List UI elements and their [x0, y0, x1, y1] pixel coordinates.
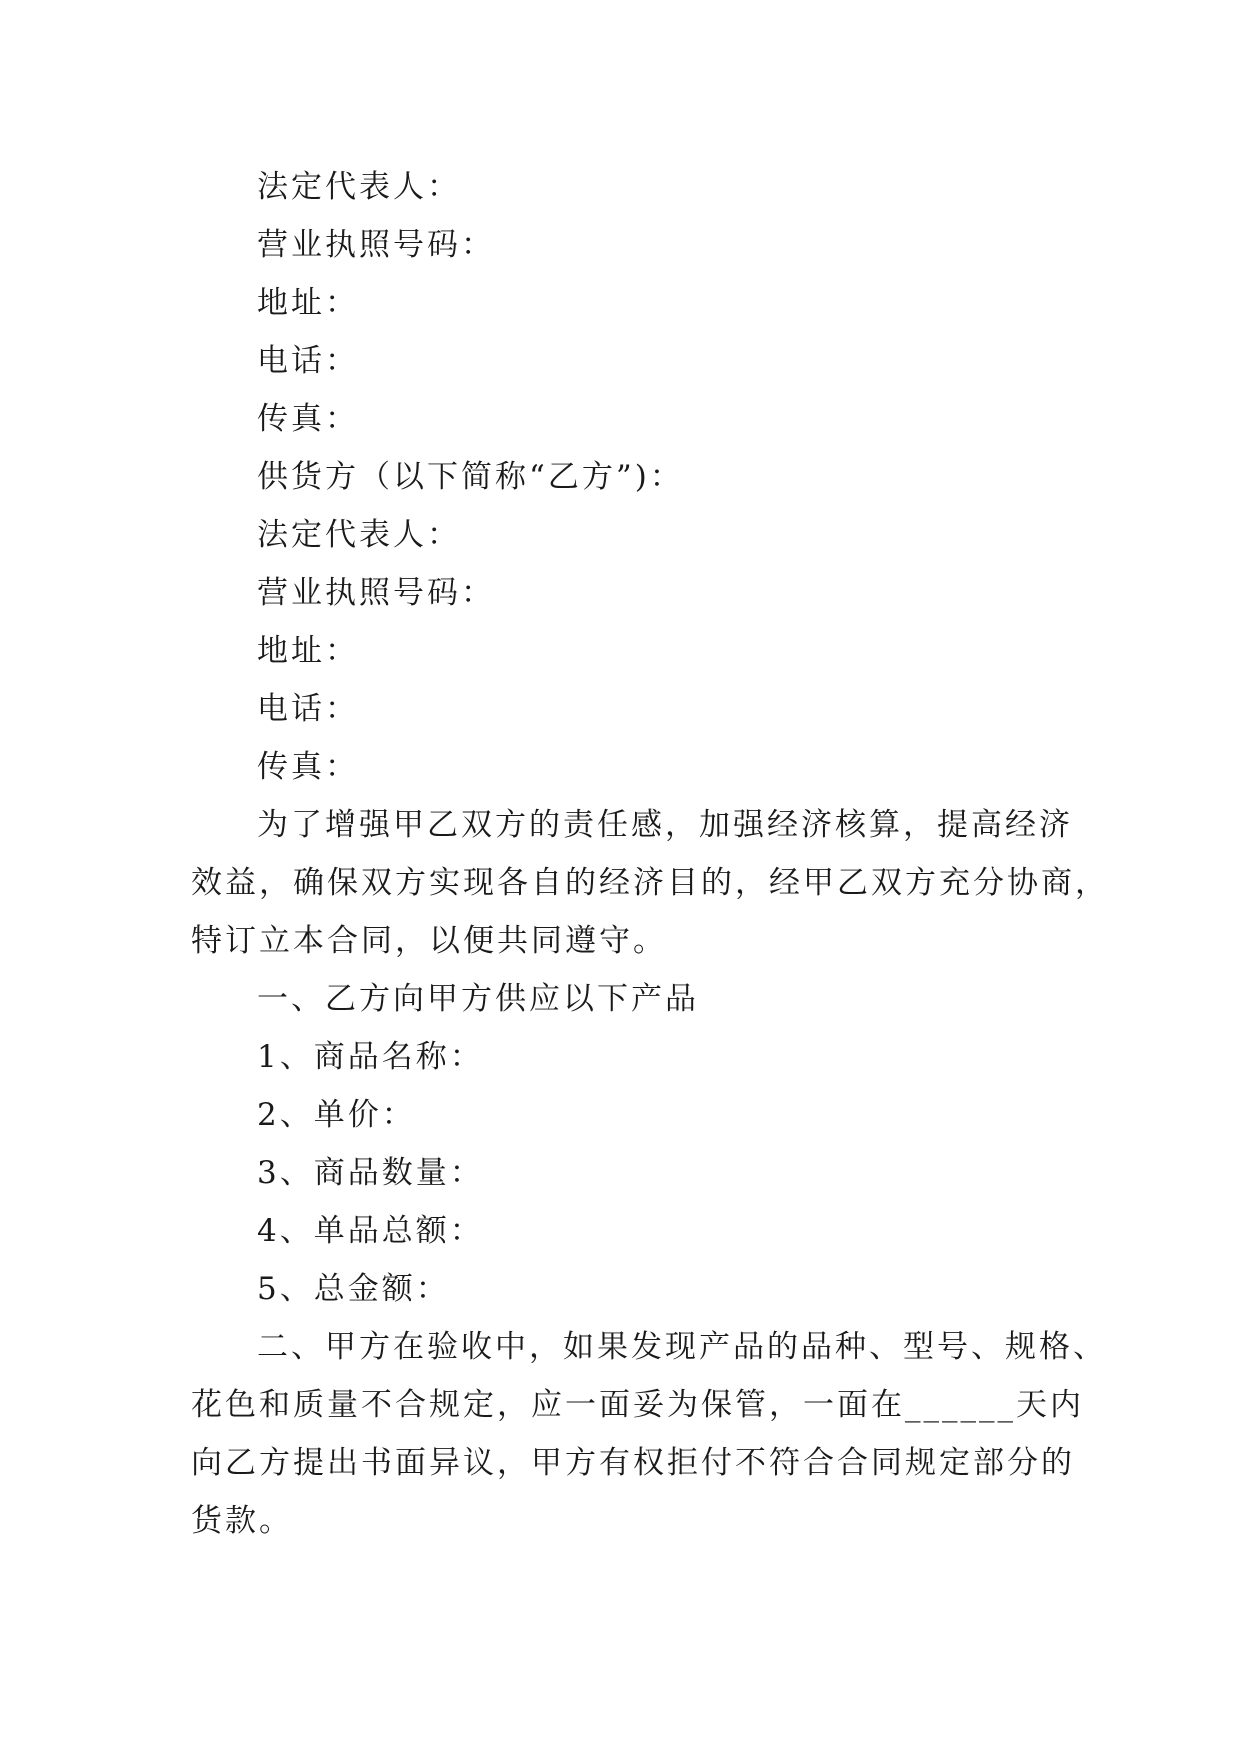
purpose-paragraph	[191, 796, 1109, 970]
buyer-address: 地址：	[257, 285, 359, 321]
supplier-legal-representative: 法定代表人：	[257, 517, 461, 553]
section-2-line: 向乙方提出书面异议，甲方有权拒付不符合合同规定部分的	[191, 1445, 1075, 1481]
section-1-heading: 一、乙方向甲方供应以下产品	[257, 981, 699, 1017]
supplier-heading: 供货方（以下简称“乙方”)：	[257, 459, 684, 495]
purpose-line: 为了增强甲乙双方的责任感，加强经济核算，提高经济	[257, 807, 1073, 843]
section-2-line: 货款。	[191, 1503, 293, 1539]
section-2-paragraph	[191, 1318, 1107, 1550]
supplier-phone: 电话：	[257, 691, 359, 727]
buyer-legal-representative: 法定代表人：	[257, 169, 461, 205]
document-body	[191, 158, 1109, 1550]
section-2-line: 二、甲方在验收中，如果发现产品的品种、型号、规格、	[257, 1329, 1107, 1365]
section-1-item-product-name: 1、商品名称：	[257, 1039, 484, 1075]
section-1-item-item-total: 4、单品总额：	[257, 1213, 484, 1249]
section-1-item-quantity: 3、商品数量：	[257, 1155, 484, 1191]
section-1-item-grand-total: 5、总金额：	[257, 1271, 450, 1307]
buyer-fax: 传真：	[257, 401, 359, 437]
section-1-item-unit-price: 2、单价：	[257, 1097, 416, 1133]
buyer-business-license-number: 营业执照号码：	[257, 227, 495, 263]
buyer-phone: 电话：	[257, 343, 359, 379]
purpose-line: 效益，确保双方实现各自的经济目的，经甲乙双方充分协商，	[191, 865, 1109, 901]
section-2-line: 花色和质量不合规定，应一面妥为保管，一面在______天内	[191, 1387, 1084, 1423]
supplier-fax: 传真：	[257, 749, 359, 785]
purpose-line: 特订立本合同，以便共同遵守。	[191, 923, 667, 959]
supplier-address: 地址：	[257, 633, 359, 669]
supplier-business-license-number: 营业执照号码：	[257, 575, 495, 611]
